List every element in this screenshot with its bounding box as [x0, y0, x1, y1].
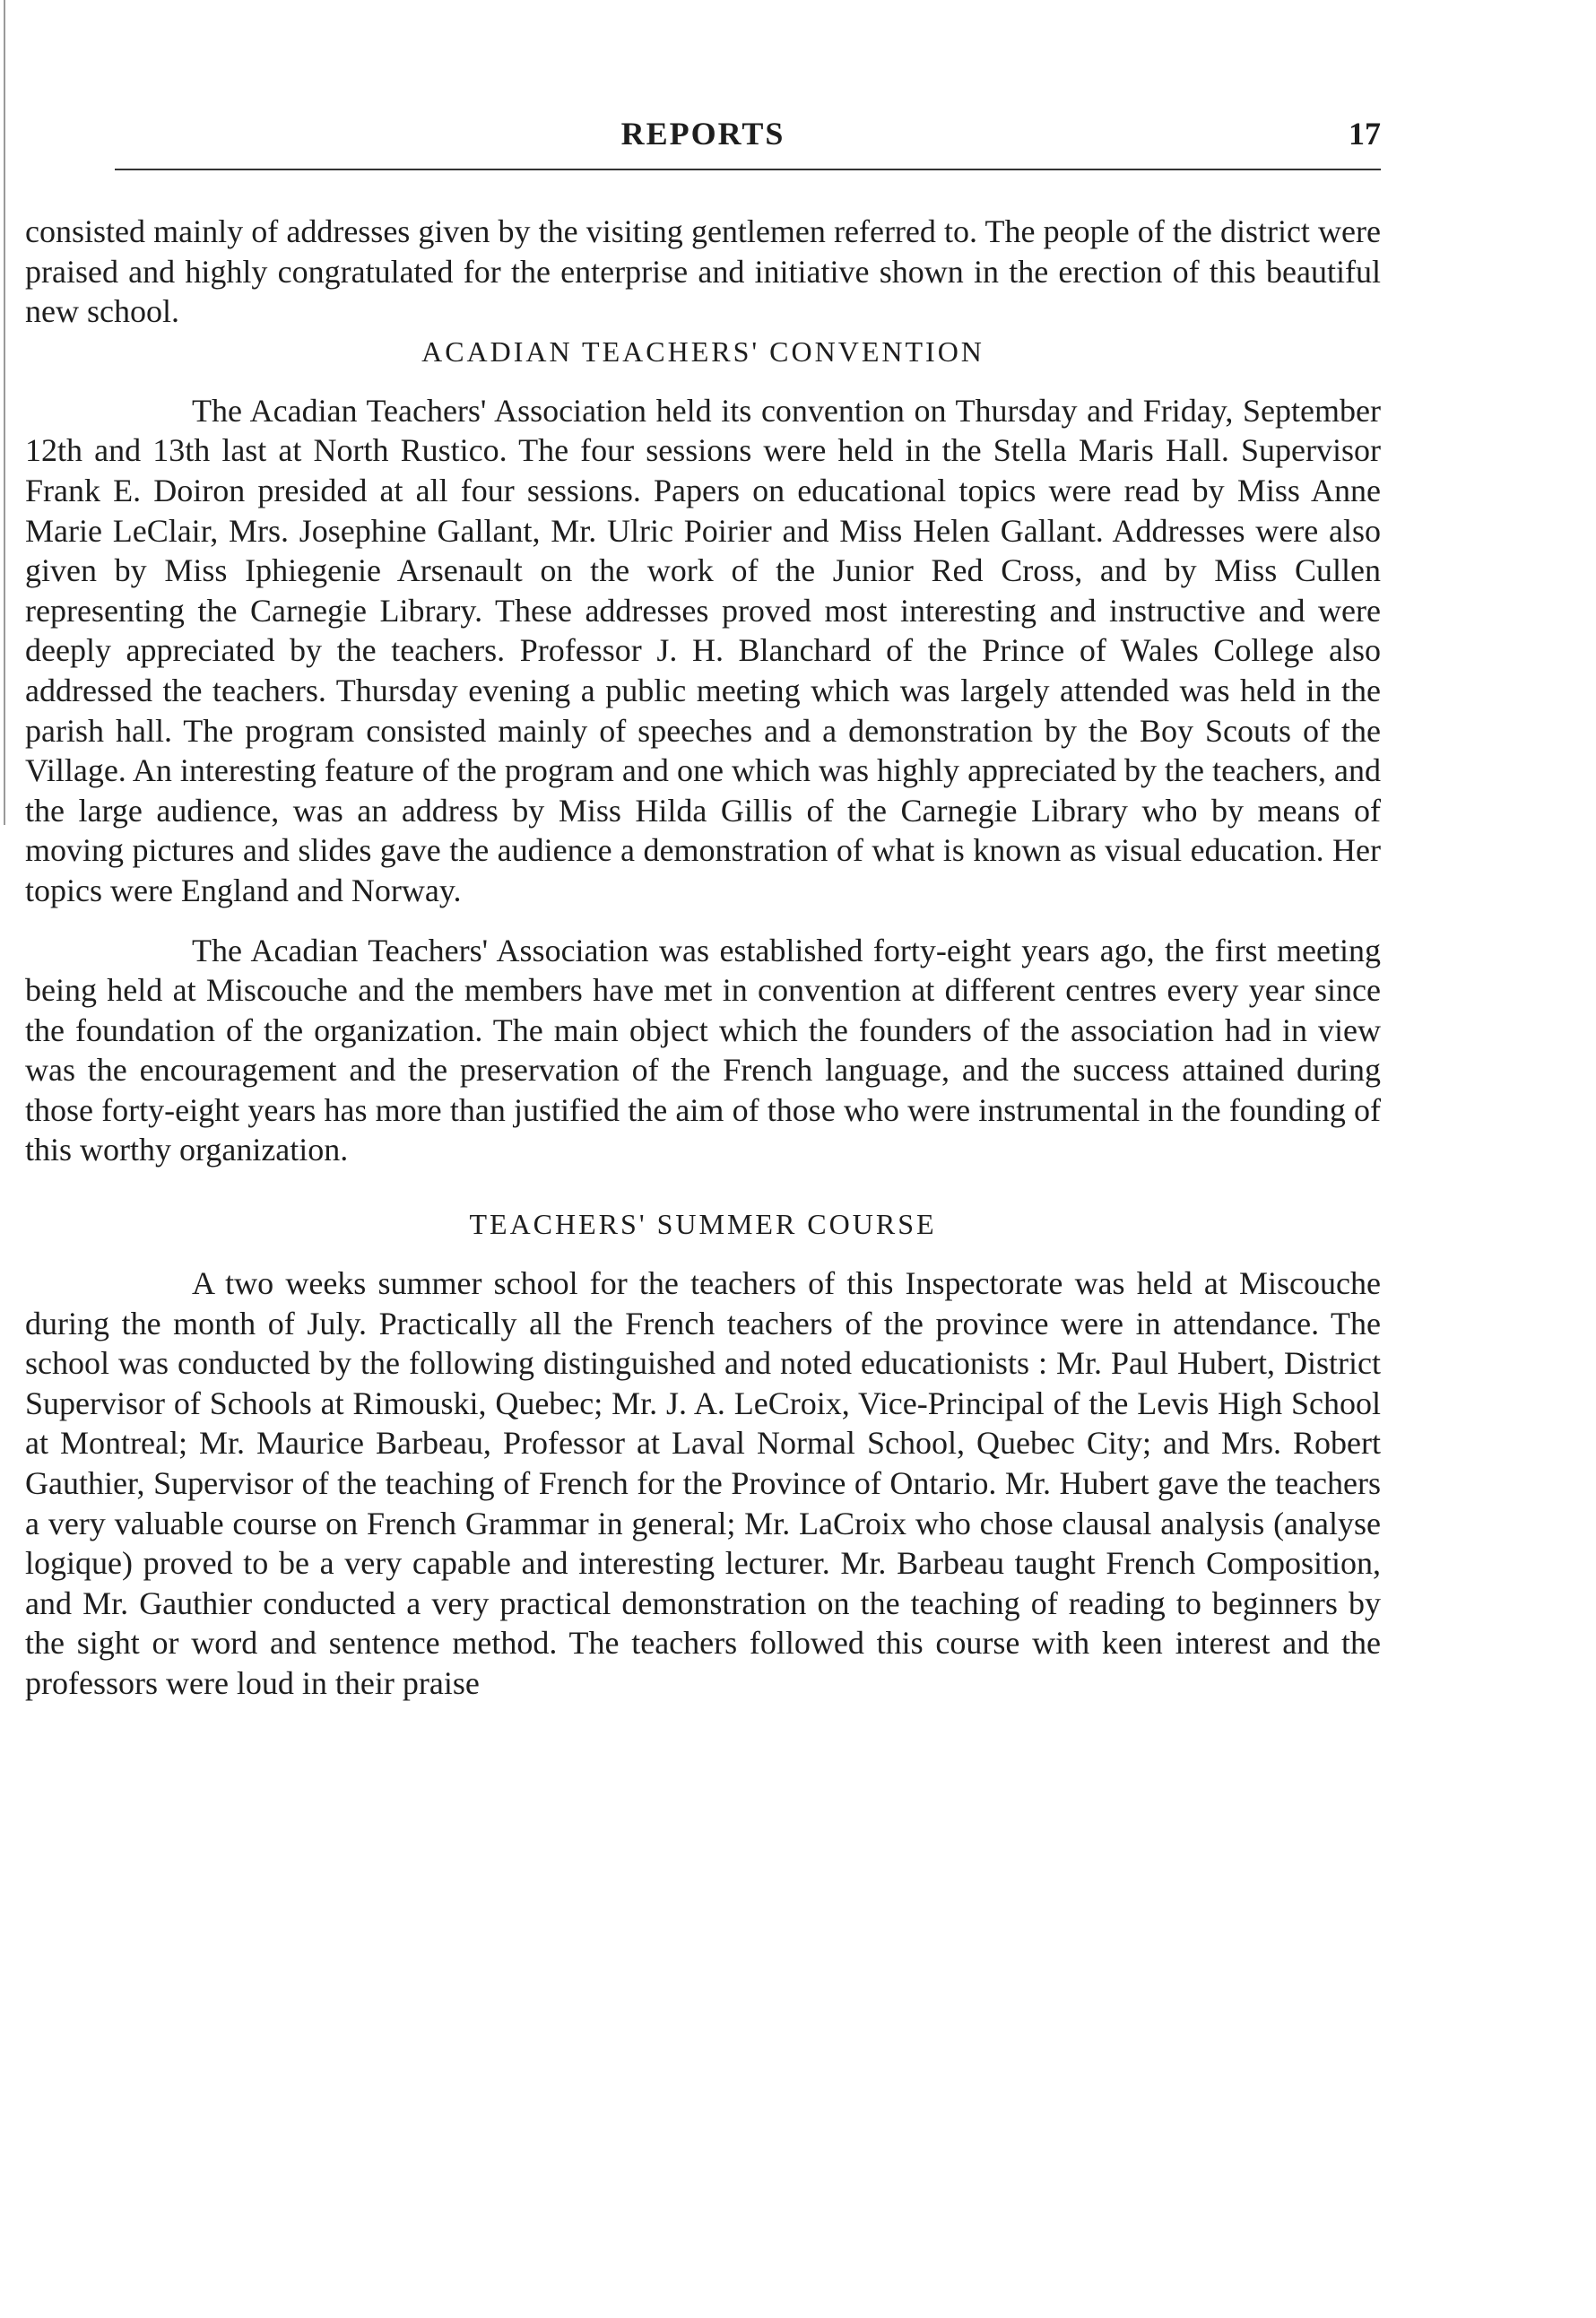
- paragraph-continuation: consisted mainly of addresses given by the visiting gentlemen referred to. The people of the district were praised and highly congratulated for the enterprise and initiative shown in the erection of this beautiful new school.: [25, 213, 1381, 330]
- running-head: REPORTS: [620, 116, 785, 152]
- section-heading-acadian-convention: ACADIAN TEACHERS' CONVENTION: [421, 334, 984, 368]
- page-header: [25, 109, 1381, 163]
- scan-edge-line: [4, 0, 5, 825]
- paragraph-convention: The Acadian Teachers' Association held its convention on Thursday and Friday, September 12th and 13th last at North Rustico. The four sessions were held in the Stella Maris Hall. Supervisor Frank E. Doiron presided at all four sessions. Papers on educational topics were read by Miss Anne Marie LeClair, Mrs. Josephine Gallant, Mr. Ulric Poirier and Miss Helen Gallant. Addresses were also given by Miss Iphiegenie Arsenault on the work of the Junior Red Cross, and by Miss Cullen representing the Carnegie Library. These addresses proved most interesting and instructive and were deeply appreciated by the teachers. Professor J. H. Blanchard of the Prince of Wales College also addressed the teachers. Thursday evening a public meeting which was largely attended was held in the parish hall. The program consisted mainly of speeches and a demonstration by the Boy Scouts of the Village. An interesting feature of the program and one which was highly appreciated by the teachers, and the large audience, was an address by Miss Hilda Gillis of the Carnegie Library who by means of moving pictures and slides gave the audience a demonstration of what is known as visual education. Her topics were England and Norway.: [25, 392, 1381, 908]
- header-rule: [115, 169, 1381, 170]
- section-heading-summer-course: TEACHERS' SUMMER COURSE: [469, 1208, 937, 1241]
- body-text: [25, 212, 1381, 1704]
- paragraph-summer-course: A two weeks summer school for the teachers of this Inspectorate was held at Miscouche during the month of July. Practically all the French teachers of the province were in attendance. The school was conducted by the following distinguished and noted educationists : Mr. Paul Hubert, District Supervisor of Schools at Rimouski, Quebec; Mr. J. A. LeCroix, Vice-Principal of the Levis High School at Montreal; Mr. Maurice Barbeau, Professor at Laval Normal School, Quebec City; and Mrs. Robert Gauthier, Supervisor of the teaching of French for the Province of Ontario. Mr. Hubert gave the teachers a very valuable course on French Grammar in general; Mr. LaCroix who chose clausal analysis (analyse logique) proved to be a very capable and interesting lecturer. Mr. Barbeau taught French Composition, and Mr. Gauthier conducted a very practical demonstration on the teaching of reading to beginners by the sight or word and sentence method. The teachers followed this course with keen interest and the professors were loud in their praise: [25, 1265, 1381, 1701]
- paragraph-association-history: The Acadian Teachers' Association was established forty-eight years ago, the first meeting being held at Miscouche and the members have met in convention at different centres every year since the foundation of the organization. The main object which the founders of the association had in view was the encouragement and the preservation of the French language, and the success attained during those forty-eight years has more than justified the aim of those who were instrumental in the founding of this worthy organization.: [25, 932, 1381, 1168]
- page-number: 17: [1349, 116, 1381, 152]
